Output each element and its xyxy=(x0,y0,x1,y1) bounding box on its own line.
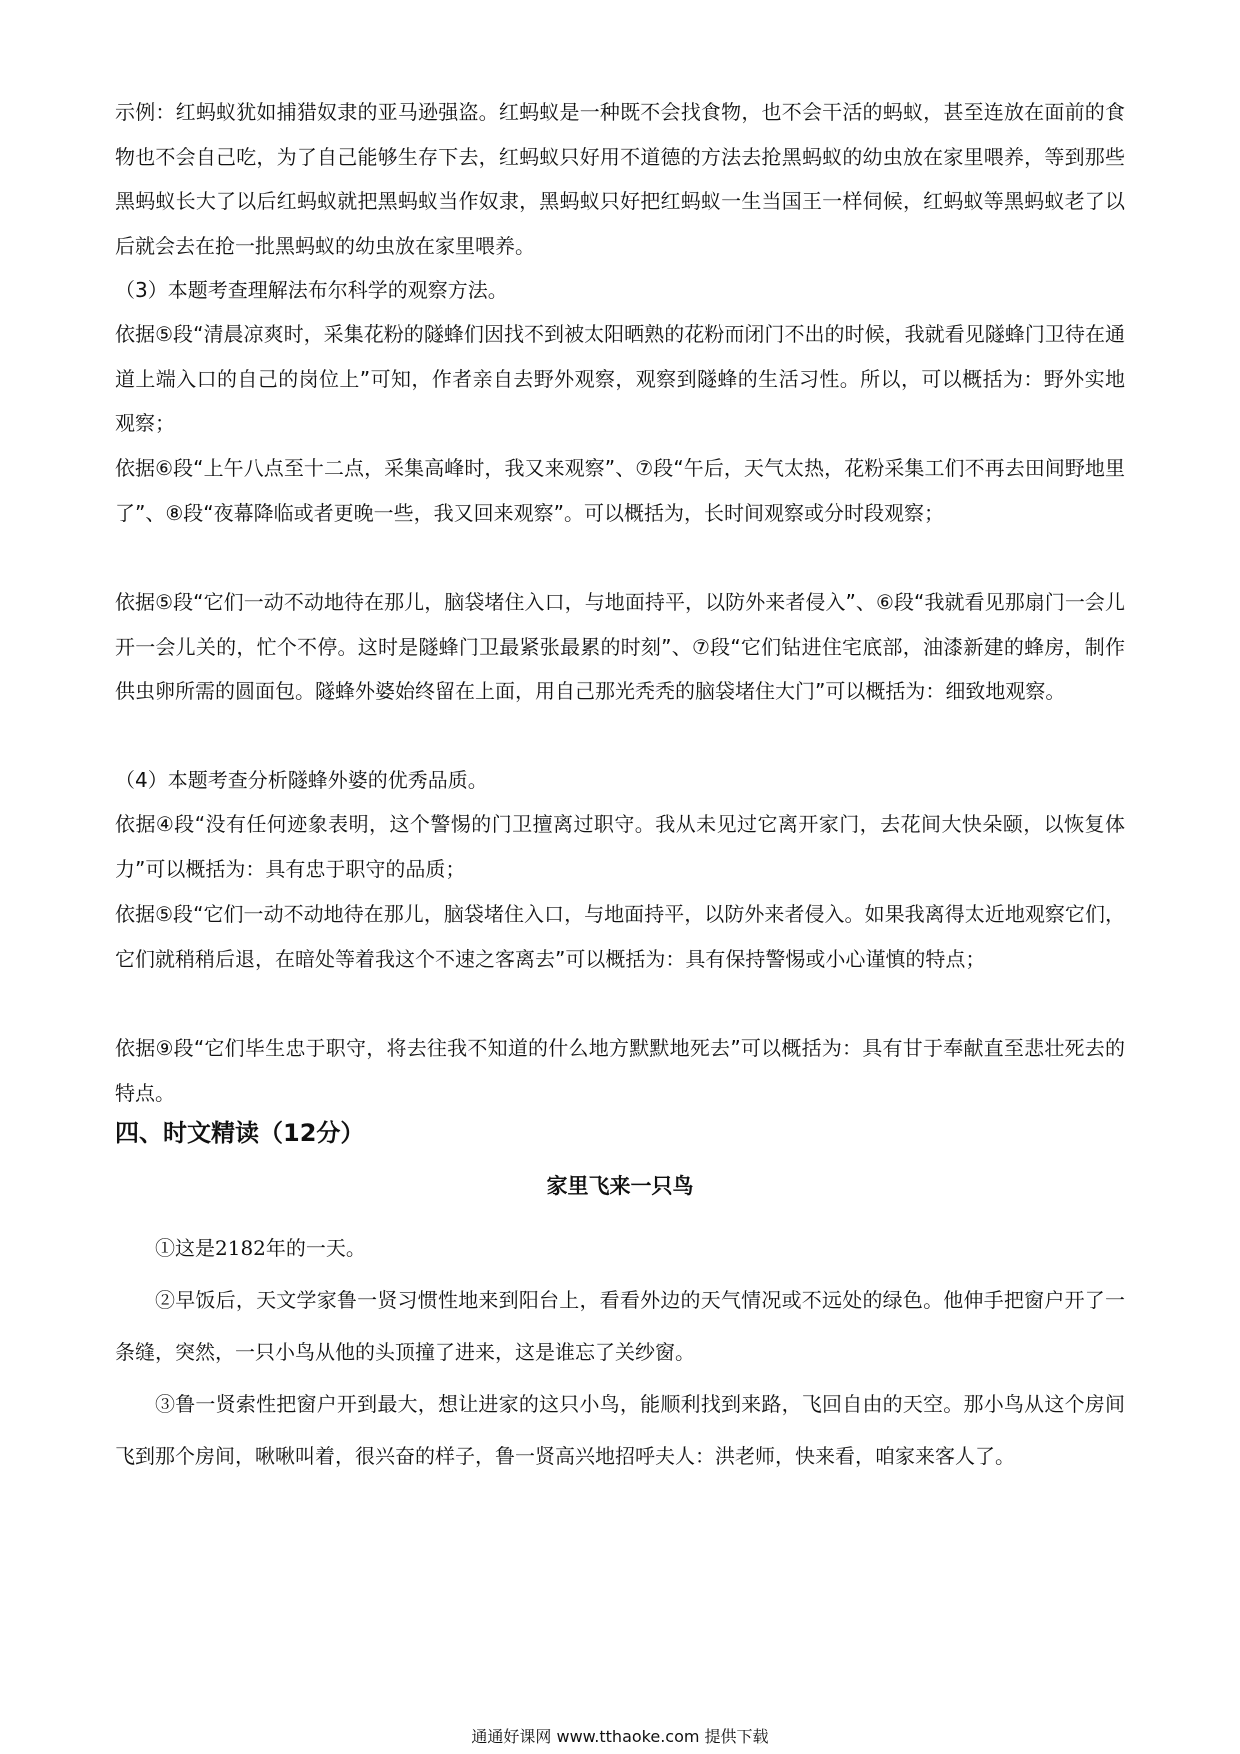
story-paragraph-2: ②早饭后，天文学家鲁一贤习惯性地来到阳台上，看看外边的天气情况或不远处的绿色。他伸手把窗户开了一条缝，突然，一只小鸟从他的头顶撞了进来，这是谁忘了关纱窗。 xyxy=(115,1288,1125,1364)
question-4-paragraph-1: 依据④段“没有任何迹象表明，这个警惕的门卫擅离过职守。我从未见过它离开家门，去花间大快朵颐，以恢复体力”可以概括为：具有忠于职守的品质； xyxy=(115,812,1125,881)
document-page xyxy=(115,0,1125,1754)
story-paragraph-1: ①这是2182年的一天。 xyxy=(155,1236,366,1260)
question-4-paragraph-3: 依据⑨段“它们毕生忠于职守，将去往我不知道的什么地方默默地死去”可以概括为：具有甘于奉献直至悲壮死去的特点。 xyxy=(115,1036,1125,1105)
question-3-paragraph-3: 依据⑤段“它们一动不动地待在那儿，脑袋堵住入口，与地面持平，以防外来者侵入”、⑥段“我就看见那扇门一会儿开一会儿关的，忙个不停。这时是隧蜂门卫最紧张最累的时刻”、⑦段“它们钻进住宅底部，油漆新建的蜂房，制作供虫卵所需的圆面包。隧蜂外婆始终留在上面，用自己那光秃秃的脑袋堵住大门”可以概括为：细致地观察。 xyxy=(115,590,1125,703)
answer-example-paragraph: 示例：红蚂蚁犹如捕猎奴隶的亚马逊强盗。红蚂蚁是一种既不会找食物，也不会干活的蚂蚁，甚至连放在面前的食物也不会自己吃，为了自己能够生存下去，红蚂蚁只好用不道德的方法去抢黑蚂蚁的幼虫放在家里喂养，等到那些黑蚂蚁长大了以后红蚂蚁就把黑蚂蚁当作奴隶，黑蚂蚁只好把红蚂蚁一生当国王一样伺候，红蚂蚁等黑蚂蚁老了以后就会去在抢一批黑蚂蚁的幼虫放在家里喂养。 xyxy=(115,100,1125,258)
question-3-paragraph-2: 依据⑥段“上午八点至十二点，采集高峰时，我又来观察”、⑦段“午后，天气太热，花粉采集工们不再去田间野地里了”、⑧段“夜幕降临或者更晚一些，我又回来观察”。可以概括为，长时间观察或分时段观察； xyxy=(115,456,1125,525)
story-title: 家里飞来一只鸟 xyxy=(546,1173,694,1198)
story-paragraph-3: ③鲁一贤索性把窗户开到最大，想让进家的这只小鸟，能顺利找到来路，飞回自由的天空。那小鸟从这个房间飞到那个房间，啾啾叫着，很兴奋的样子，鲁一贤高兴地招呼夫人：洪老师，快来看，咱家来客人了。 xyxy=(115,1392,1125,1468)
section-heading: 四、时文精读（12分） xyxy=(115,1119,365,1147)
question-3-paragraph-1: 依据⑤段“清晨凉爽时，采集花粉的隧蜂们因找不到被太阳晒熟的花粉而闭门不出的时候，我就看见隧蜂门卫待在通道上端入口的自己的岗位上”可知，作者亲自去野外观察，观察到隧蜂的生活习性。所以，可以概括为：野外实地观察； xyxy=(115,322,1125,435)
question-4-intro: （4）本题考查分析隧蜂外婆的优秀品质。 xyxy=(115,768,488,792)
question-3-intro: （3）本题考查理解法布尔科学的观察方法。 xyxy=(115,278,508,302)
page-footer: 通通好课网 www.tthaoke.com 提供下载 xyxy=(471,1727,769,1746)
question-4-paragraph-2: 依据⑤段“它们一动不动地待在那儿，脑袋堵住入口，与地面持平，以防外来者侵入。如果我离得太近地观察它们，它们就稍稍后退，在暗处等着我这个不速之客离去”可以概括为：具有保持警惕或小心谨慎的特点； xyxy=(115,902,1125,971)
